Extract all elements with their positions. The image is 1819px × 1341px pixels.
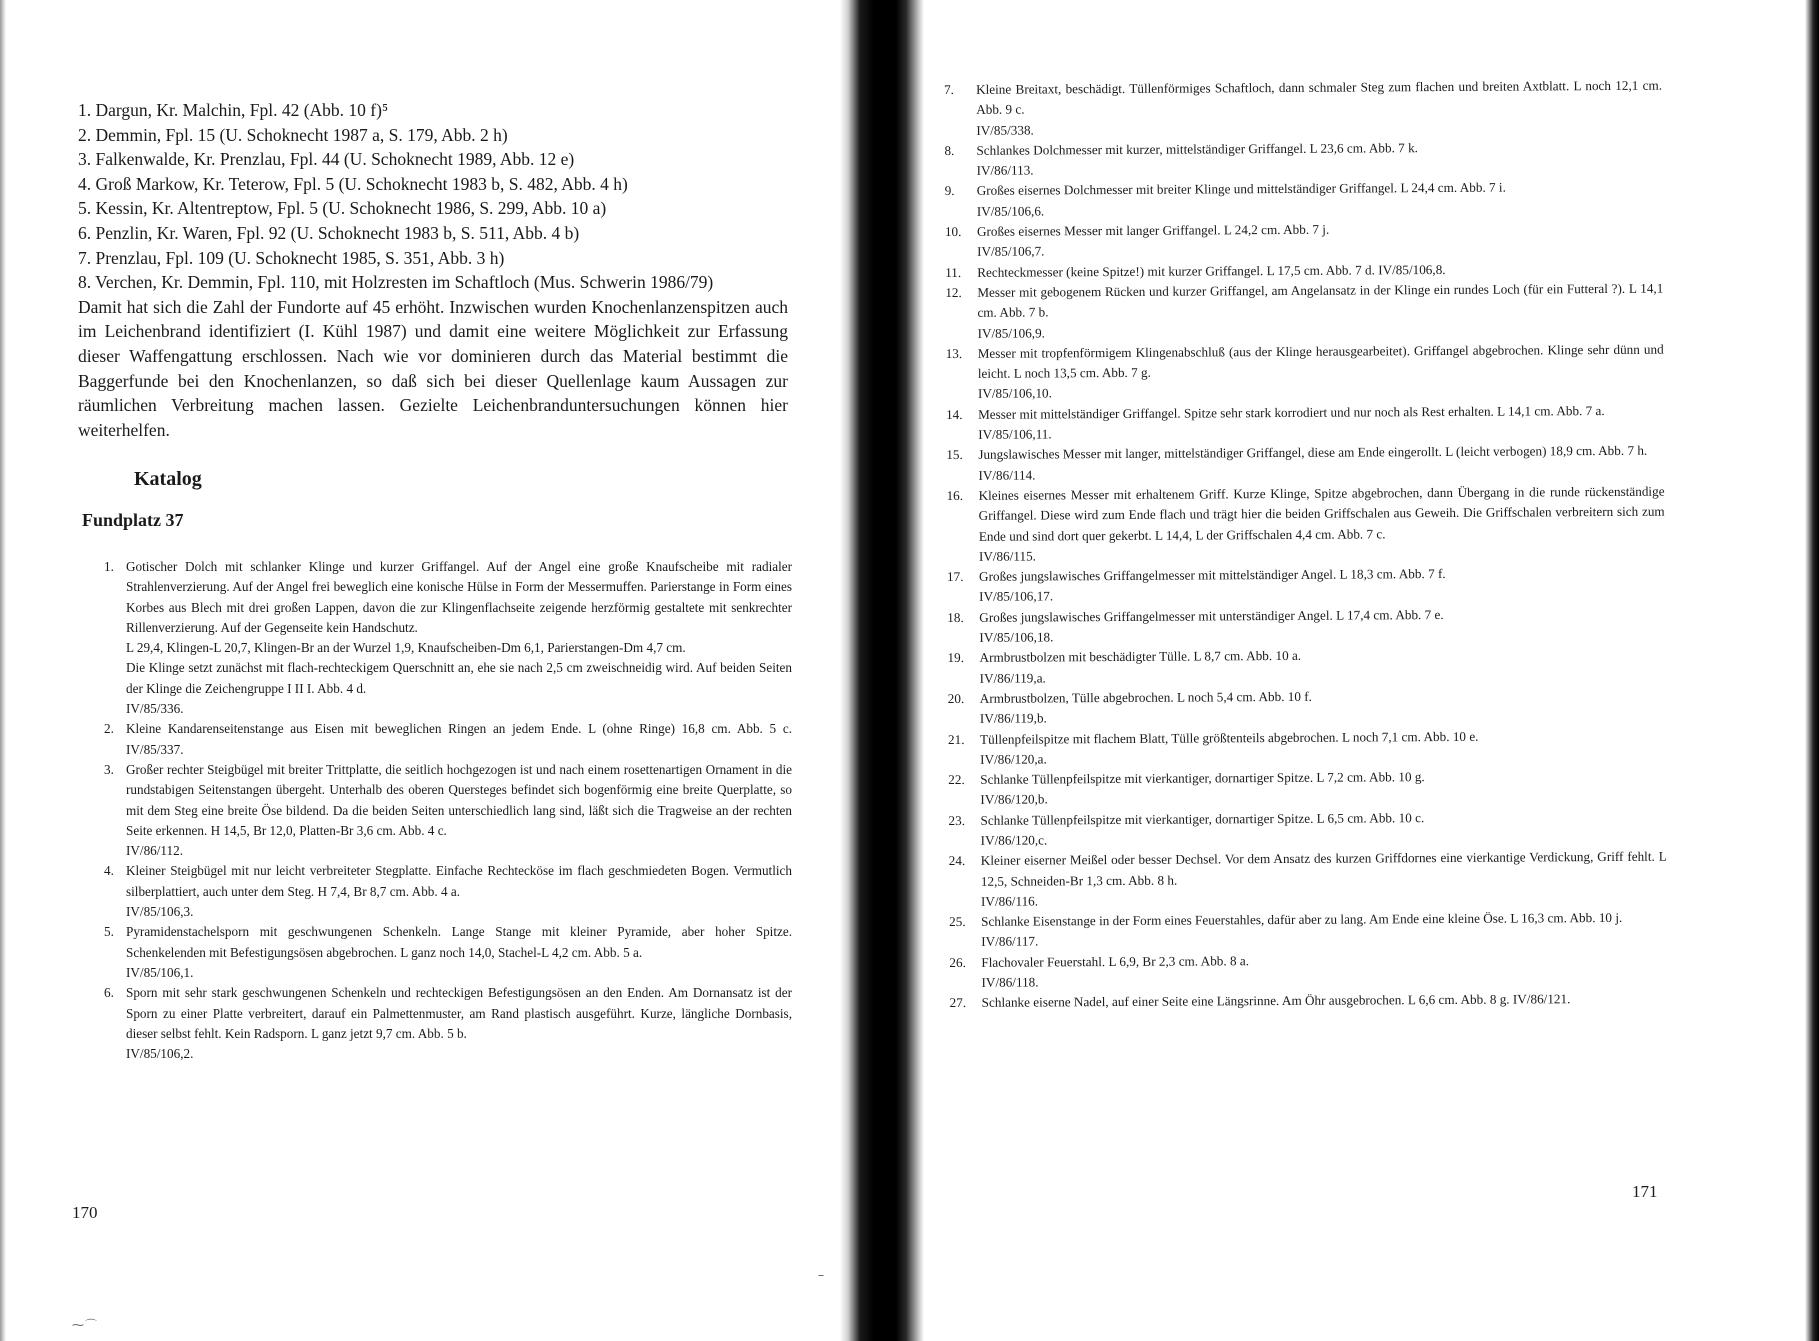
entry-text: Kleines eisernes Messer mit erhaltenem Griff. Kurze Klinge, Spitze abgebrochen, dann Übergang in die runde rückenständige Griffangel. Diese wird zum Ende flach und trägt hier die beiden Griffschalen aus Geweih. Die Griffschalen verbreitern sich zum Ende und sind dort quer gekerbt. L 14,4, L der Griffschalen 4,4 cm. Abb. 7 c. (978, 483, 1665, 544)
entry-text: Großer rechter Steigbügel mit breiter Trittplatte, die seitlich hochgezogen ist und nach einem rosettenartigen Ornament in die rundstabigen Seitenstangen übergeht. Unterhalb des oberen Quersteges befindet sich bogenförmig eine breite Querplatte, so mit dem Steg eine breite Öse bildend. Da die beiden Seiten unterschiedlich lang sind, läßt sich die Tragweise an der rechten Seite erkennen. H 14,5, Br 12,0, Platten-Br 3,6 cm. Abb. 4 c. (126, 761, 792, 838)
catalog-entry (947, 685, 1666, 730)
find-list-item: 4. Groß Markow, Kr. Teterow, Fpl. 5 (U. Schoknecht 1983 b, S. 482, Abb. 4 h) (78, 173, 628, 194)
entry-inventory-ref: IV/85/106,2. (126, 1046, 194, 1062)
entry-text: Messer mit mittelständiger Griffangel. Spitze sehr stark korrodiert und nur noch als Rest erhalten. L 14,1 cm. Abb. 7 a. (977, 402, 1605, 422)
stray-mark: – (818, 1268, 824, 1282)
catalog-entry (944, 137, 1662, 182)
catalog-entry (945, 279, 1664, 344)
find-list-item: 5. Kessin, Kr. Altentreptow, Fpl. 5 (U. Schoknecht 1986, S. 299, Abb. 10 a) (78, 198, 607, 219)
subsection-heading: Fundplatz 37 (82, 510, 184, 530)
entry-inventory-ref: IV/85/106,17. (979, 588, 1054, 605)
entry-number: 4. (104, 863, 114, 879)
entry-text: Armbrustbolzen mit beschädigter Tülle. L 8,7 cm. Abb. 10 a. (979, 648, 1302, 666)
entry-number: 12. (945, 284, 962, 301)
entry-note: Die Klinge setzt zunächst mit flach-rechteckigem Querschnitt an, ehe sie nach 2,5 cm zweischneidig wird. Auf beiden Seiten der Klinge die Zeichengruppe I II I. Abb. 4 d. (126, 660, 792, 696)
entry-number: 6. (104, 985, 114, 1001)
catalog-entry (946, 482, 1665, 568)
entry-number: 20. (947, 690, 965, 706)
catalog-entry (948, 806, 1666, 851)
catalog-entry (104, 719, 792, 760)
entry-text: Schlanke eiserne Nadel, auf einer Seite eine Längsrinne. Am Öhr ausgebrochen. L 6,6 cm. Abb. 8 g. IV/86/121. (981, 991, 1571, 1011)
find-list-item: 2. Demmin, Fpl. 15 (U. Schoknecht 1987 a, S. 179, Abb. 2 h) (78, 124, 508, 145)
entry-inventory-ref: IV/85/106,1. (126, 964, 194, 980)
entry-number: 19. (947, 650, 965, 666)
entry-text: Gotischer Dolch mit schlanker Klinge und kurzer Griffangel. Auf der Angel eine große Knaufscheibe mit radialer Strahlenverzierung. Auf der Angel frei beweglich eine konische Hülse in Form der Messermuffen. Parierstange in Form eines Korbes aus Blech mit drei großen Lappen, davon die zur Klingenflachseite zeigende herzförmig gestaltete mit senkrechter Rillenverzierung. Auf der Gegenseite kein Handschutz. (126, 559, 792, 635)
catalog-entry (945, 340, 1664, 405)
right-page-edge-shadow (1805, 0, 1819, 1341)
catalog-entry (944, 76, 1663, 141)
left-page (0, 0, 860, 1341)
entry-text: Rechteckmesser (keine Spitze!) mit kurzer Griffangel. L 17,5 cm. Abb. 7 d. IV/85/106,8. (977, 261, 1446, 280)
entry-text: Pyramidenstachelsporn mit geschwungenen Schenkeln. Lange Stange mit kleiner Pyramide, aber hoher Spitze. Schenkelenden mit Befestigungsösen abgebrochen. L ganz noch 14,0, Stachel-L 4,2 cm. Abb. 5 a. (126, 924, 792, 960)
entry-text: Tüllenpfeilspitze mit flachem Blatt, Tülle größtenteils abgebrochen. L noch 7,1 cm. Abb. 10 e. (979, 728, 1479, 747)
entry-text: Großes eisernes Dolchmesser mit breiter Klinge und mittelständiger Griffangel. L 24,4 cm. Abb. 7 i. (976, 180, 1506, 199)
catalog-entry (104, 760, 792, 861)
entry-number: 5. (104, 924, 114, 940)
entry-inventory-ref: IV/86/118. (981, 974, 1039, 990)
entry-inventory-ref: IV/86/117. (981, 933, 1039, 950)
entry-number: 23. (948, 812, 966, 828)
entry-inventory-ref: IV/86/120,c. (980, 832, 1048, 848)
entry-number: 2. (104, 721, 114, 737)
entry-text: Schlanke Eisenstange in der Form eines Feuerstahles, dafür aber zu lang. Am Ende eine kleine Öse. L 16,3 cm. Abb. 10 j. (981, 910, 1623, 929)
entry-number: 10. (944, 224, 962, 240)
entry-inventory-ref: IV/85/106,7. (977, 243, 1045, 260)
body-paragraph: Damit hat sich die Zahl der Fundorte auf 45 erhöht. Inzwischen wurden Knochenlanzenspitzen auch im Leichenbrand identifiziert (I. Kühl 1987) und damit eine weitere Möglichkeit zur Erfassung dieser Waffengattung erschlossen. Nach wie vor dominieren durch das Material bestimmt die Baggerfunde bei den Knochenlanzen, so daß sich bei dieser Quellenlage kaum Aussagen zur räumlichen Verbreitung machen lassen. Gezielte Leichenbranduntersuchungen können hier weiterhelfen. (78, 296, 788, 440)
entry-inventory-ref: IV/85/106,9. (977, 324, 1045, 341)
entry-inventory-ref: IV/86/114. (978, 467, 1036, 483)
entry-number: 13. (945, 345, 963, 361)
find-list-item: 8. Verchen, Kr. Demmin, Fpl. 110, mit Holzresten im Schaftloch (Mus. Schwerin 1986/79) (78, 272, 714, 293)
entry-text: Messer mit gebogenem Rücken und kurzer Griffangel, am Angelansatz in der Klinge ein rundes Loch (für ein Futteral ?). L 14,1 cm. Abb. 7 b. (977, 280, 1664, 321)
catalog-entry (946, 441, 1664, 486)
section-heading: Katalog (134, 468, 202, 490)
pencil-scribble: ⁓⌒ (72, 1318, 99, 1332)
entry-text: Kleine Kandarenseitenstange aus Eisen mit beweglichen Ringen an jedem Ende. L (ohne Ringe) 16,8 cm. Abb. 5 c. IV/85/337. (126, 721, 792, 757)
entry-number: 16. (946, 487, 964, 503)
entry-number: 9. (944, 183, 955, 199)
entry-text: Kleiner eiserner Meißel oder besser Dechsel. Vor dem Ansatz des kurzen Griffdornes eine vierkantige Verdickung, Griff fehlt. L 12,5, Schneiden-Br 1,3 cm. Abb. 8 h. (980, 848, 1667, 889)
entry-text: Großes eisernes Messer mit langer Griffangel. L 24,2 cm. Abb. 7 j. (976, 221, 1330, 239)
catalog-entry (104, 557, 792, 719)
catalog-entry (945, 400, 1664, 445)
entry-inventory-ref: IV/85/106,18. (979, 629, 1054, 645)
entry-inventory-ref: IV/85/106,6. (976, 203, 1045, 219)
catalog-entry (947, 603, 1665, 648)
find-list-item: 1. Dargun, Kr. Malchin, Fpl. 42 (Abb. 10 f)⁵ (78, 100, 389, 120)
catalog-entry (947, 725, 1666, 770)
entry-inventory-ref: IV/85/106,11. (978, 426, 1052, 442)
catalog-entry (949, 908, 1667, 953)
entry-number: 3. (104, 761, 114, 777)
entry-inventory-ref: IV/85/106,3. (126, 904, 194, 920)
entry-number: 24. (948, 853, 966, 869)
entry-inventory-ref: IV/86/112. (126, 843, 184, 859)
catalog-entry (946, 563, 1665, 608)
intro-block (78, 98, 788, 442)
entry-number: 11. (945, 264, 962, 280)
page-number-left: 170 (72, 1203, 98, 1222)
entry-inventory-ref: IV/86/115. (978, 548, 1036, 564)
entry-number: 14. (945, 406, 963, 422)
entry-text: Schlanke Tüllenpfeilspitze mit vierkantiger, dornartiger Spitze. L 7,2 cm. Abb. 10 g. (980, 769, 1425, 787)
entry-number: 27. (949, 995, 967, 1011)
catalog-entry (104, 922, 792, 983)
entry-text: Großes jungslawisches Griffangelmesser mit mittelständiger Angel. L 18,3 cm. Abb. 7 f. (978, 566, 1446, 584)
entry-number: 8. (944, 142, 955, 158)
catalog-entry (949, 989, 1668, 1014)
entry-inventory-ref: IV/85/106,10. (977, 385, 1052, 402)
entry-text: Sporn mit sehr stark geschwungenen Schenkeln und rechteckigen Befestigungsösen an den Enden. Am Dornansatz ist der Sporn zu einer Platte verbreitert, darauf ein Palmettenmuster, am Rand plastisch ausgeführt. Kurze, längliche Dornbasis, dieser selbst fehlt. Kein Radsporn. L ganz jetzt 9,7 cm. Abb. 5 b. (126, 985, 792, 1041)
entry-number: 7. (944, 81, 954, 98)
entry-measurements: L 29,4, Klingen-L 20,7, Klingen-Br an der Wurzel 1,9, Knaufscheiben-Dm 6,1, Parierstangen-Dm 4,7 cm. (126, 640, 686, 656)
entry-text: Messer mit tropfenförmigem Klingenabschluß (aus der Klinge herausgearbeitet). Griffangel abgebrochen. Klinge sehr dünn und leicht. L noch 13,5 cm. Abb. 7 g. (977, 341, 1664, 381)
entry-number: 17. (946, 569, 964, 585)
entry-text: Jungslawisches Messer mit langer, mittelständiger Griffangel, diese am Ende eingerollt. L (leicht verbogen) 18,9 cm. Abb. 7 h. (978, 443, 1648, 463)
catalog-entry (949, 948, 1667, 993)
catalog-entry (948, 847, 1667, 912)
find-list-item: 7. Prenzlau, Fpl. 109 (U. Schoknecht 1985, S. 351, Abb. 3 h) (78, 247, 505, 268)
entry-inventory-ref: IV/86/119,b. (979, 710, 1047, 727)
entry-text: Armbrustbolzen, Tülle abgebrochen. L noch 5,4 cm. Abb. 10 f. (979, 688, 1312, 706)
catalog-entry (944, 218, 1663, 263)
entry-number: 18. (947, 609, 964, 625)
entry-text: Schlanke Tüllenpfeilspitze mit vierkantiger, dornartiger Spitze. L 6,5 cm. Abb. 10 c. (980, 809, 1425, 828)
entry-inventory-ref (982, 1009, 1668, 1013)
entry-number: 25. (949, 914, 966, 930)
catalog-entry (947, 644, 1665, 689)
entry-inventory-ref: IV/86/116. (980, 893, 1039, 909)
catalog-list-right (944, 76, 1668, 1014)
entry-inventory-ref: IV/86/119,a. (979, 670, 1046, 686)
entry-inventory-ref: IV/85/336. (126, 701, 184, 717)
entry-number: 15. (946, 447, 963, 463)
entry-inventory-ref: IV/86/120,b. (980, 791, 1048, 808)
entry-number: 22. (948, 772, 965, 788)
find-list-item: 6. Penzlin, Kr. Waren, Fpl. 92 (U. Schoknecht 1983 b, S. 511, Abb. 4 b) (78, 222, 580, 243)
catalog-entry (948, 766, 1666, 811)
entry-text: Kleiner Steigbügel mit nur leicht verbreiteter Stegplatte. Einfache Rechtecköse im flach geschmiedeten Bogen. Vermutlich silberplattiert, auch unter dem Steg. H 7,4, Br 8,7 cm. Abb. 4 a. (126, 863, 792, 899)
catalog-list-left (104, 557, 792, 1064)
entry-inventory-ref: IV/85/338. (976, 122, 1034, 138)
find-list-item: 3. Falkenwalde, Kr. Prenzlau, Fpl. 44 (U. Schoknecht 1989, Abb. 12 e) (78, 149, 575, 170)
catalog-entry (104, 861, 792, 922)
entry-inventory-ref: IV/86/113. (976, 162, 1034, 179)
entry-text: Schlankes Dolchmesser mit kurzer, mittelständiger Griffangel. L 23,6 cm. Abb. 7 k. (976, 140, 1418, 158)
entry-number: 1. (104, 559, 114, 574)
entry-number: 26. (949, 954, 966, 970)
entry-text: Kleine Breitaxt, beschädigt. Tüllenförmiges Schaftloch, dann schmaler Steg zum flachen und breiten Axtblatt. L noch 12,1 cm. Abb. 9 c. (976, 77, 1663, 118)
catalog-entry (104, 983, 792, 1064)
page-number-right: 171 (1632, 1182, 1658, 1201)
entry-text: Flachovaler Feuerstahl. L 6,9, Br 2,3 cm. Abb. 8 a. (981, 952, 1250, 970)
entry-number: 21. (947, 731, 965, 747)
entry-inventory-ref: IV/86/120,a. (980, 751, 1047, 767)
entry-text: Großes jungslawisches Griffangelmesser mit unterständiger Angel. L 17,4 cm. Abb. 7 e. (979, 606, 1444, 625)
catalog-entry (944, 177, 1663, 222)
